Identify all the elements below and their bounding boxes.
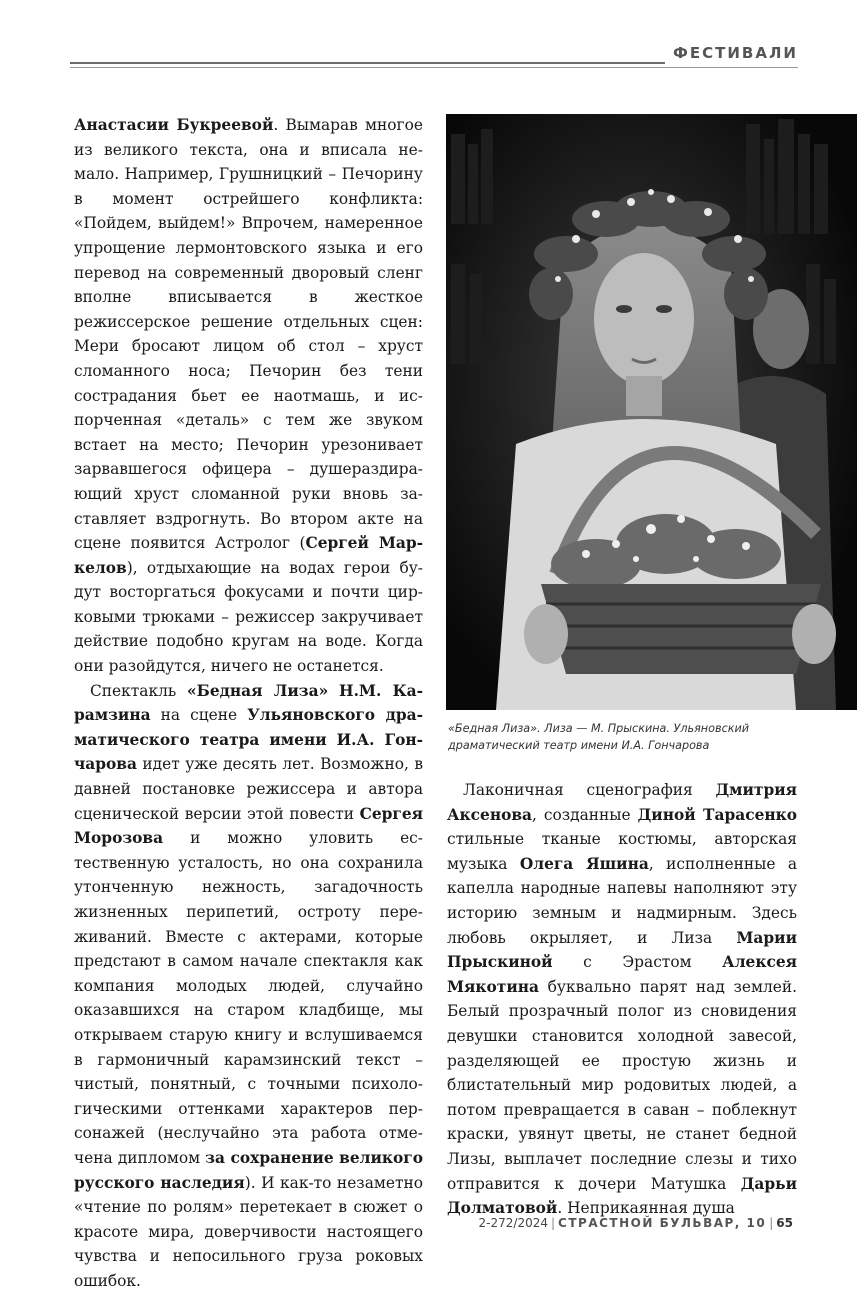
text-run: , созданные <box>532 805 638 824</box>
text-run: . Вымарав многое из великого текста, она и вписала немало. Например, Грушницкий – Печорину в момент острейшего конфликта: «Пойдем, выйдем!» Впрочем, намеренное упрощение лермонтовского языка и его перевод на современный дворовый сленг вполне вписывается в жесткое режиссерское решение отдельных сцен: Мери бросают лицом об стол – хруст сломанного носа; Печорин без тени сострадания бьет ее наотмашь, и испорченная «деталь» с тем же звуком встает на место; Печорин урезонивает зарвавшегося офицера – душераздирающий хруст сломанной руки вновь заставляет вздрогнуть. Во втором акте на сцене появится Астролог ( <box>74 116 423 553</box>
bold-name: за сохранение великого русского наследия <box>74 1148 424 1192</box>
paragraph <box>74 679 423 1294</box>
bold-name: Марии Прыскиной <box>447 928 797 972</box>
text-run: , исполненные а капелла народные напевы наполняют эту историю земным и надмирным. Здесь любовь окрыляет, и Лиза <box>447 854 798 947</box>
bold-name: «Бедная Лиза» <box>187 681 329 700</box>
text-run: на сцене <box>150 706 248 725</box>
issue-number: 2-272/2024 <box>478 1216 548 1230</box>
bold-name: Дарьи Долматовой <box>447 1174 797 1218</box>
text-run: Лаконичная сценография <box>463 781 716 799</box>
photo-illustration <box>446 114 857 710</box>
left-column <box>74 113 423 1294</box>
text-run: ), отдыхающие на водах герои будут восторгаться фокусами и почти цирковыми трюками – режиссер закручивает действие подобно кругам на воде. Когда они разойдутся, ничего не останется. <box>74 558 423 676</box>
theatre-photo <box>446 114 857 710</box>
text-run: с Эрастом <box>552 953 723 972</box>
bold-name: Сергея Морозова <box>74 804 423 848</box>
paragraph <box>74 113 423 679</box>
text-run: Спектакль <box>90 681 188 700</box>
text-run: ). И как-то незаметно «чтение по ролям» перетекает в сюжет о красоте мира, доверчивости настоящего чувства и непосильного груза роковых ошибок. <box>74 1173 423 1290</box>
bold-name: Олега Яшина <box>519 854 649 873</box>
photo-caption <box>448 720 808 754</box>
bold-name: Ульяновского драматического театра имени И.А. Гончарова <box>74 706 423 774</box>
text-run: и можно уловить естественную усталость, но она сохранила утонченную нежность, загадочность жизненных перипетий, остроту переживаний. Вместе с актерами, которые предстают в самом начале спектакля как компания молодых людей, случайно оказавшихся на старом кладбище, мы открываем старую книгу и вслушиваемся в гармоничный карамзинский текст – чистый, понятный, с точными психологическими оттенками характеров персонажей (неслучайно эта работа отмечена дипломом <box>74 829 423 1167</box>
caption-line: драматический театр имени И.А. Гончарова <box>448 739 710 752</box>
text-run <box>328 682 339 700</box>
bold-name: Алексея Мякотина <box>447 953 797 996</box>
text-run: стильные тканые костюмы, авторская музыка <box>447 830 797 873</box>
text-run: идет уже десять лет. Возможно, в давней постановке режиссера и автора сценической версии этой повести <box>74 755 423 823</box>
text-run: буквально парят над землей. Белый прозрачный полог из сновидения девушки становится холодной завесой, разделяющей ее простую жизнь и блистательный мир родовитых людей, а потом превращается в саван – поблекнут краски, увянут цветы, не станет бедной Лизы, выплачет последние слезы и тихо отправится к дочери Матушка <box>447 977 797 1193</box>
page-footer: 2-272/2024 | СТРАСТНОЙ БУЛЬВАР, 10 | 65 <box>478 1216 793 1230</box>
bold-name: Н.М. Карамзина <box>74 681 423 725</box>
caption-line: «Бедная Лиза». Лиза — М. Прыскина. Ульяновский <box>448 722 750 735</box>
header-rule-thin <box>70 67 798 68</box>
bold-name: Диной Тарасенко <box>637 805 798 824</box>
paragraph <box>447 778 797 1221</box>
page-number: 65 <box>776 1216 793 1230</box>
bold-name: Анастасии Букреевой <box>74 116 274 134</box>
bold-name: Дмитрия Аксенова <box>447 781 797 824</box>
section-title: ФЕСТИВАЛИ <box>665 42 798 64</box>
right-column <box>447 778 797 1221</box>
magazine-title: СТРАСТНОЙ БУЛЬВАР, 10 <box>558 1216 767 1230</box>
text-run: . Неприкаянная душа <box>557 1199 735 1218</box>
bold-name: Сергей Маркелов <box>74 534 423 577</box>
